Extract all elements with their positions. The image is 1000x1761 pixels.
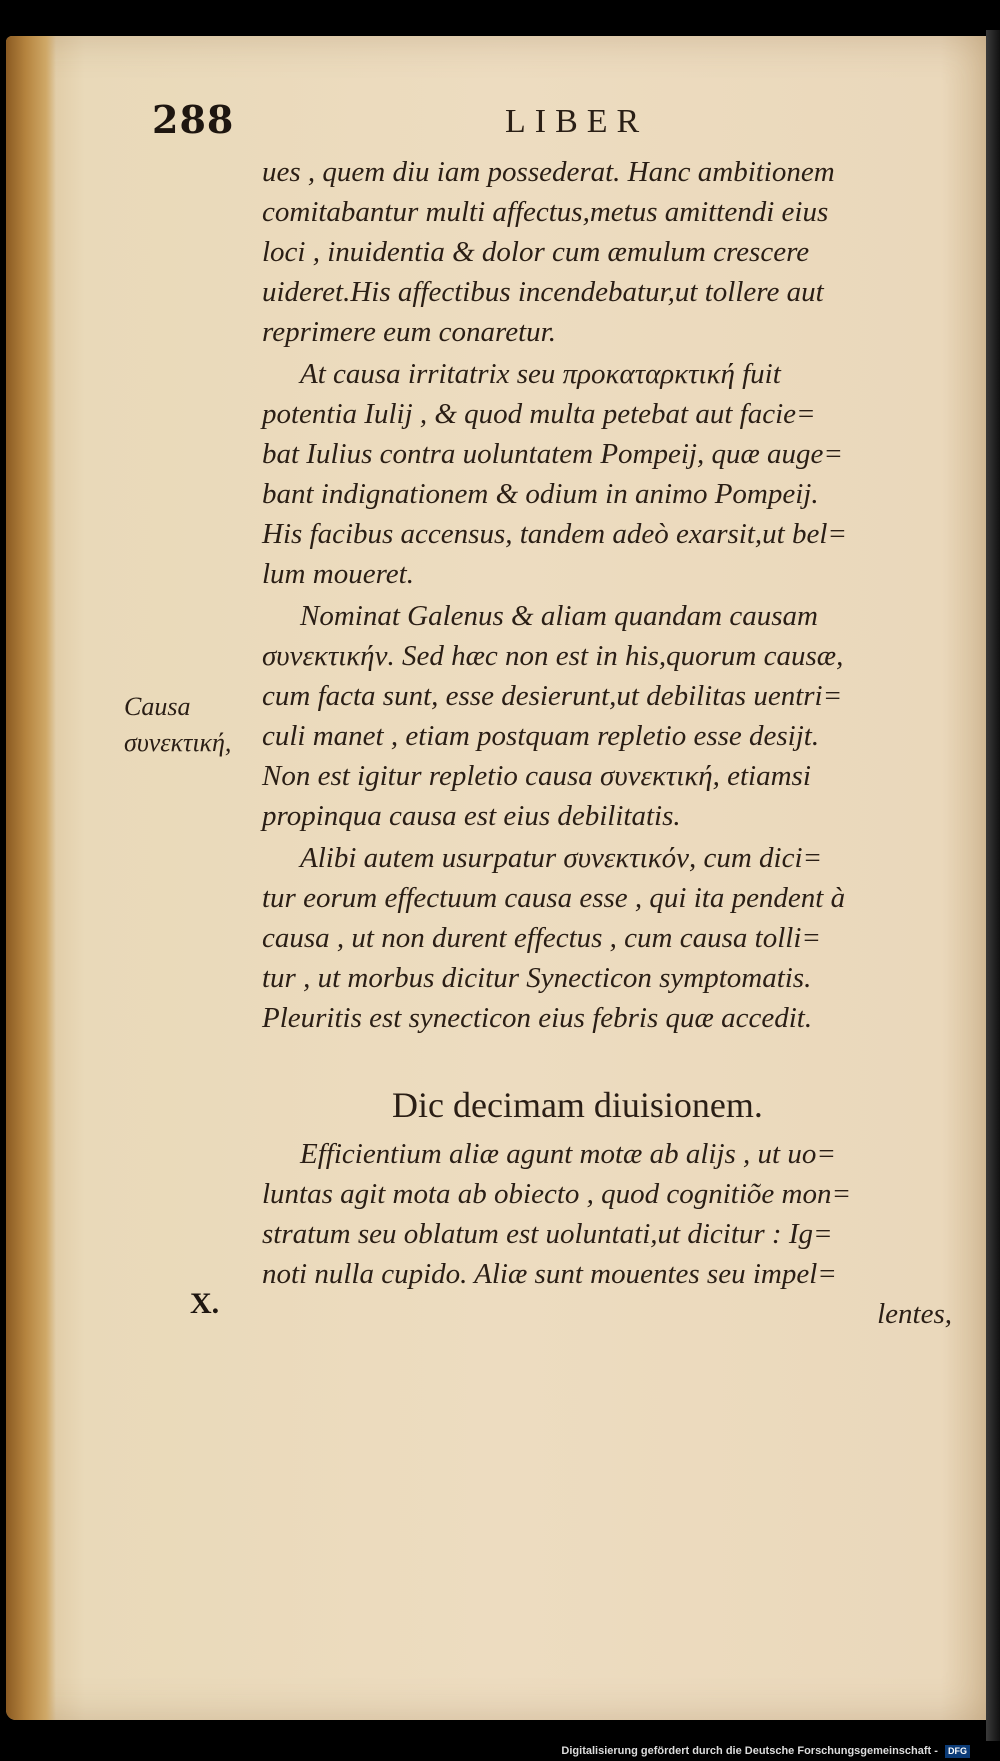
text-line: bat Iulius contra uoluntatem Pompeij, quæ auge= xyxy=(262,438,843,470)
text-line: uideret.His affectibus incendebatur,ut tollere aut xyxy=(262,276,824,308)
text-line: Nominat Galenus & aliam quandam causam xyxy=(300,600,818,632)
paragraph-2 xyxy=(262,354,952,594)
page-edge-shadow xyxy=(986,30,1000,1741)
paragraph-4 xyxy=(262,838,952,1038)
text-line: culi manet , etiam postquam repletio esse desijt. xyxy=(262,720,820,752)
section-gap xyxy=(262,1038,952,1080)
text-line: cum facta sunt, esse desierunt,ut debilitas uentri= xyxy=(262,680,843,712)
text-line: συνεκτικήν. Sed hæc non est in his,quorum causæ, xyxy=(262,640,844,672)
text-line: propinqua causa est eius debilitatis. xyxy=(262,800,681,832)
digitization-footer xyxy=(0,1741,1000,1761)
text-line: noti nulla cupido. Aliæ sunt mouentes seu impel= xyxy=(262,1258,837,1290)
text-line: comitabantur multi affectus,metus amittendi eius xyxy=(262,196,829,228)
footer-credit: Digitalisierung gefördert durch die Deutsche Forschungsgemeinschaft - xyxy=(561,1745,938,1757)
section-title: Dic decimam diuisionem. xyxy=(392,1085,763,1125)
dfg-logo: DFG xyxy=(945,1745,970,1758)
page-number: 288 xyxy=(152,97,235,142)
text-line: At causa irritatrix seu προκαταρκτική fuit xyxy=(300,358,781,390)
text-line: tur , ut morbus dicitur Synecticon symptomatis. xyxy=(262,962,812,994)
text-line: Efficientium aliæ agunt motæ ab alijs , ut uo= xyxy=(300,1138,836,1170)
text-line: bant indignationem & odium in animo Pompeij. xyxy=(262,478,819,510)
main-text xyxy=(262,152,952,1334)
text-line: reprimere eum conaretur. xyxy=(262,316,556,348)
text-line: luntas agit mota ab obiecto , quod cognitiõe mon= xyxy=(262,1178,852,1210)
text-line: stratum seu oblatum est uoluntati,ut dicitur : Ig= xyxy=(262,1218,833,1250)
book-spine xyxy=(6,36,56,1720)
text-line: Alibi autem usurpatur συνεκτικόν, cum dici= xyxy=(300,842,823,874)
catchword: lentes, xyxy=(877,1298,952,1330)
text-line: tur eorum effectuum causa esse , qui ita pendent à xyxy=(262,882,846,914)
margin-note-label: Causa xyxy=(124,692,191,721)
text-line: ues , quem diu iam possederat. Hanc ambitionem xyxy=(262,156,835,188)
paragraph-1 xyxy=(262,152,952,352)
paragraph-5 xyxy=(262,1134,952,1334)
text-line: Pleuritis est synecticon eius febris quæ accedit. xyxy=(262,1002,813,1034)
text-line: Non est igitur repletio causa συνεκτική, etiamsi xyxy=(262,760,811,792)
margin-note-greek: συνεκτική, xyxy=(124,728,232,757)
text-line: potentia Iulij , & quod multa petebat aut facie= xyxy=(262,398,816,430)
text-line: His facibus accensus, tandem adeò exarsit,ut bel= xyxy=(262,518,847,550)
section-mark: X. xyxy=(190,1287,220,1320)
text-line: causa , ut non durent effectus , cum causa tolli= xyxy=(262,922,821,954)
text-line: loci , inuidentia & dolor cum æmulum crescere xyxy=(262,236,810,268)
text-line: lum moueret. xyxy=(262,558,414,590)
running-head: LIBER xyxy=(505,103,649,140)
paragraph-3 xyxy=(262,596,952,836)
